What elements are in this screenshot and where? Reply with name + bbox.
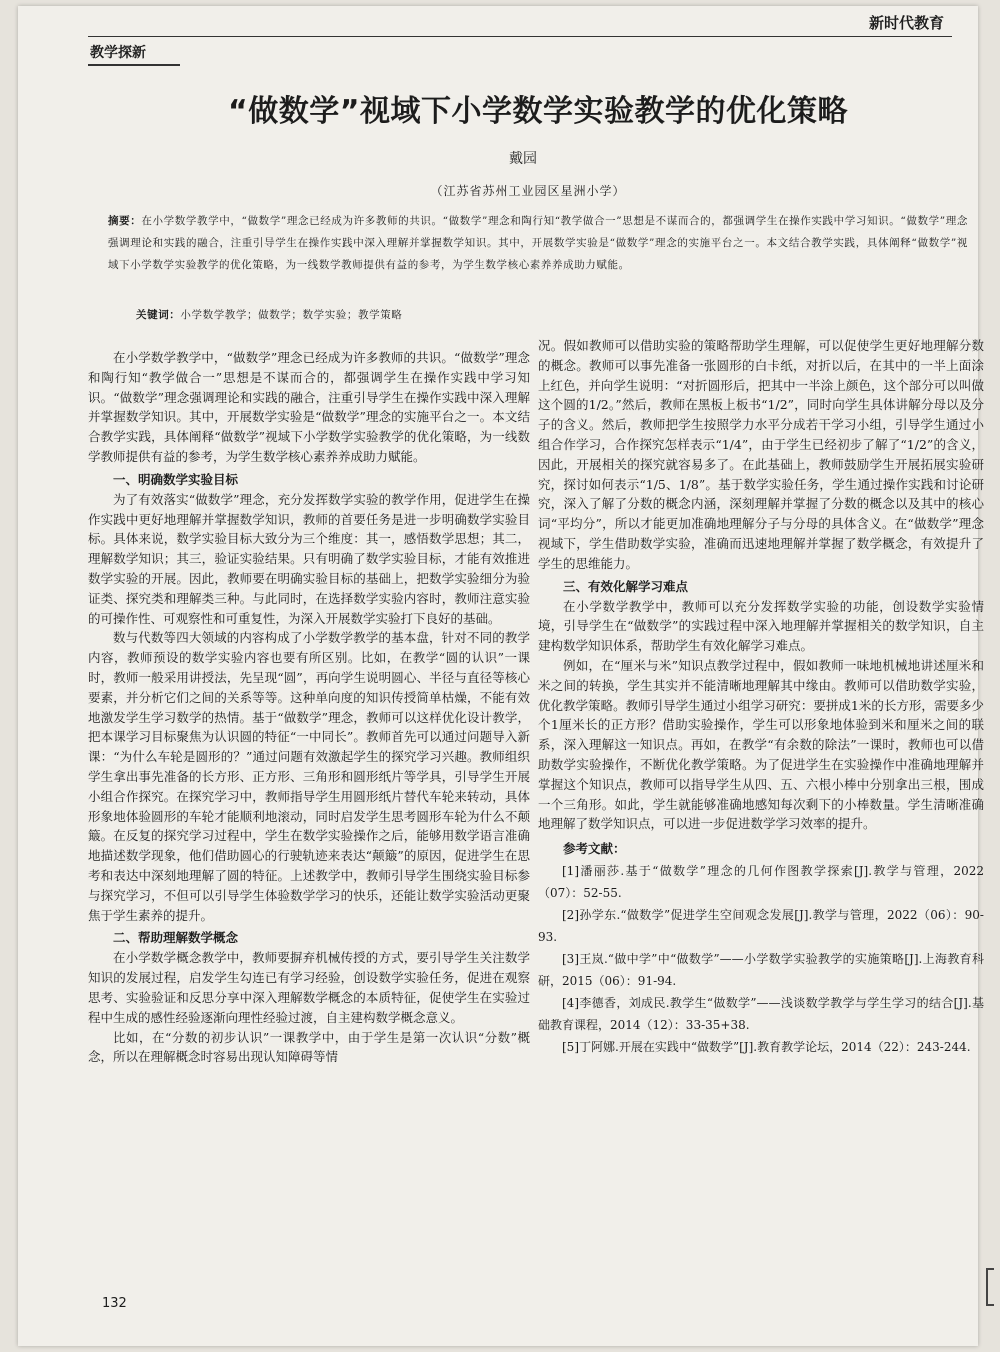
keywords-label: 关键词： [136,309,181,321]
paragraph-6: 在小学数学教学中，教师可以充分发挥数学实验的功能，创设数学实验情境，引导学生在“做数学”的实践过程中深入地理解并掌握相关的数学知识，自主建构数学知识体系，帮助学生有效化解学习难点。 [538,598,984,654]
reference-item: [4]李德香，刘成民.教学生“做数学”——浅谈数学教学与学生学习的结合[J].基础教育课程，2014（12）：33-35+38. [538,996,984,1033]
reference-item: [2]孙学东.“做数学”促进学生空间观念发展[J].教学与管理，2022（06）：90-93. [538,908,984,945]
paragraph-intro: 在小学数学教学中，“做数学”理念已经成为许多教师的共识。“做数学”理念和陶行知“教学做合一”思想是不谋而合的，都强调学生在操作实践中学习知识。“做数学”理念强调理论和实践的融合，注重引导学生在操作实践中深入理解并掌握数学知识。其中，开展数学实验是“做数学”理念的实施平台之一。本文结合教学实践，具体阐释“做数学”视域下小学数学实验教学的优化策略，为一线数学教师提供有益的参考，为学生数学核心素养养成助力赋能。 [88,350,530,464]
heading-3: 三、有效化解学习难点 [563,578,689,594]
paragraph-1: 为了有效落实“做数学”理念，充分发挥数学实验的教学作用，促进学生在操作实践中更好地理解并掌握数学知识，教师的首要任务是进一步明确数学实验目标。具体来说，数学实验目标大致分为三个维度：其一，感悟数学思想；其二，理解数学知识；其三，验证实验结果。只有明确了数学实验目标，才能有效推进数学实验的开展。因此，教师要在明确实验目标的基础上，把数学实验细分为验证类、探究类和理解类三种。与此同时，在选择数学实验内容时，教师注意实验的可操作性、可观察性和可重复性，为深入开展数学实验打下良好的基础。 [88,491,530,626]
heading-1: 一、明确数学实验目标 [113,471,239,487]
right-column [538,336,984,1058]
paragraph-5: 况。假如教师可以借助实验的策略帮助学生理解，可以促使学生更好地理解分数的概念。教师可以事先准备一张圆形的白卡纸，对折以后，在其中的一半上面涂上红色，并向学生说明：“对折圆形后，把其中一半涂上颜色，这个部分可以叫做这个圆的1/2。”然后，教师在黑板上板书“1/2”，同时向学生具体讲解分母以及分子的含义。然后，教师把学生按照学力水平分成若干学习小组，引导学生通过小组合作学习，合作探究怎样表示“1/4”，由于学生已经初步了解了“1/2”的含义，因此，开展相关的探究就容易多了。在此基础上，教师鼓励学生开展拓展实验研究，探讨如何表示“1/5、1/8”。基于数学实验任务，学生通过操作实践和讨论研究，深入了解了分数的概念内涵，深刻理解并掌握了分数的概念以及其中的核心词“平均分”，所以才能更加准确地理解分子与分母的具体含义。在“做数学”理念视域下，学生借助数学实验，准确而迅速地理解并掌握了数学概念，有效提升了学生的思维能力。 [538,338,984,571]
header-rule [88,36,952,37]
article-affiliation: （江苏省苏州工业园区星洲小学） [430,184,626,198]
bracket-icon [986,1268,994,1306]
keywords [136,307,936,322]
section-underline [88,64,180,66]
reference-item: [3]王岚.“做中学”中“做数学”——小学数学实验教学的实施策略[J].上海教育科研，2015（06）：91-94. [538,952,984,989]
paragraph-7: 例如，在“厘米与米”知识点教学过程中，假如教师一味地机械地讲述厘米和米之间的转换，学生其实并不能清晰地理解其中缘由。教师可以借助数学实验，优化教学策略。教师引导学生通过小组学习研究：要拼成1米的长方形，需要多少个1厘米长的正方形？借助实验操作，学生可以形象地体验到米和厘米之间的联系，深入理解这一知识点。再如，在教学“有余数的除法”一课时，教师也可以借助数学实验操作，不断优化教学策略。为了促进学生在实验操作中准确地理解并掌握这个知识点，教师可以指导学生从四、五、六根小棒中分别拿出三根，围成一个三角形。如此，学生就能够准确地感知每次剩下的小棒数量。学生清晰准确地理解了数学知识点，可以进一步促进数学学习效率的提升。 [538,657,984,832]
reference-item: [1]潘丽莎.基于“做数学”理念的几何作图教学探索[J].教学与管理，2022（07）：52-55. [538,864,984,901]
paragraph-2: 数与代数等四大领域的内容构成了小学数学教学的基本盘，针对不同的教学内容，教师预设的数学实验内容也要有所区别。比如，在教学“圆的认识”一课时，教师一般采用讲授法，先呈现“圆”，再向学生说明圆心、半径与直径等核心要素，并分析它们之间的关系等等。这种单向度的知识传授简单枯燥，不能有效地激发学生学习数学的热情。基于“做数学”理念，教师可以这样优化设计教学，把本课学习目标聚焦为认识圆的特征“一中同长”。教师首先可以通过问题导入新课：“为什么车轮是圆形的？”通过问题有效激起学生的探究学习兴趣。教师组织学生拿出事先准备的长方形、正方形、三角形和圆形纸片等学具，引导学生开展小组合作探究。在探究学习中，教师指导学生用圆形纸片替代车轮来转动，具体形象地体验圆形的车轮才能顺利地滚动，同时启发学生思考圆形车轮为什么不颠簸。在反复的探究学习过程中，学生在数学实验操作之后，能够用数学语言准确地描述数学现象，他们借助圆心的行驶轨迹来表达“颠簸”的原因，促进学生在思考和表达中深刻地理解了圆的特征。上述教学中，教师引导学生围绕实验目标参与探究学习，不但可以引导学生体验数学学习的快乐，还能让数学实验活动更聚焦于学生素养的提升。 [88,630,530,923]
reference-item: [5]丁阿娜.开展在实践中“做数学”[J].教育教学论坛，2014（22）：243-244. [562,1040,971,1055]
references-heading: 参考文献： [563,841,626,857]
paragraph-4: 比如，在“分数的初步认识”一课教学中，由于学生是第一次认识“分数”概念，所以在理解概念时容易出现认知障碍等情 [88,1029,530,1065]
page-number: 132 [102,1296,127,1311]
article-title: “做数学”视域下小学数学实验教学的优化策略 [228,94,848,129]
abstract [108,210,968,276]
keywords-text: 小学数学教学；做数学；数学实验；教学策略 [180,309,403,321]
heading-2: 二、帮助理解数学概念 [113,930,239,946]
article-author: 戴园 [509,151,537,167]
journal-name: 新时代教育 [868,14,944,32]
abstract-text: 在小学数学教学中，“做数学”理念已经成为许多教师的共识。“做数学”理念和陶行知“教学做合一”思想是不谋而合的，都强调学生在操作实践中学习知识。“做数学”理念强调理论和实践的融合，注重引导学生在操作实践中深入理解并掌握数学知识。其中，开展数学实验是“做数学”理念的实施平台之一。本文结合教学实践，具体阐释“做数学”视域下小学数学实验教学的优化策略，为一线数学教师提供有益的参考，为学生数学核心素养养成助力赋能。 [108,215,968,271]
paragraph-3: 在小学数学概念教学中，教师要摒弃机械传授的方式，要引导学生关注数学知识的发展过程，启发学生勾连已有学习经验，创设数学实验任务，促进在观察思考、实验验证和反思分享中深入理解数学概念的本质特征，促使学生在实验过程中生成的感性经验逐渐向理性经验过渡，自主建构数学概念意义。 [88,950,530,1025]
left-column [88,348,530,1067]
abstract-label: 摘要： [108,215,142,227]
section-label: 教学探新 [90,45,146,61]
journal-page [18,6,984,1346]
